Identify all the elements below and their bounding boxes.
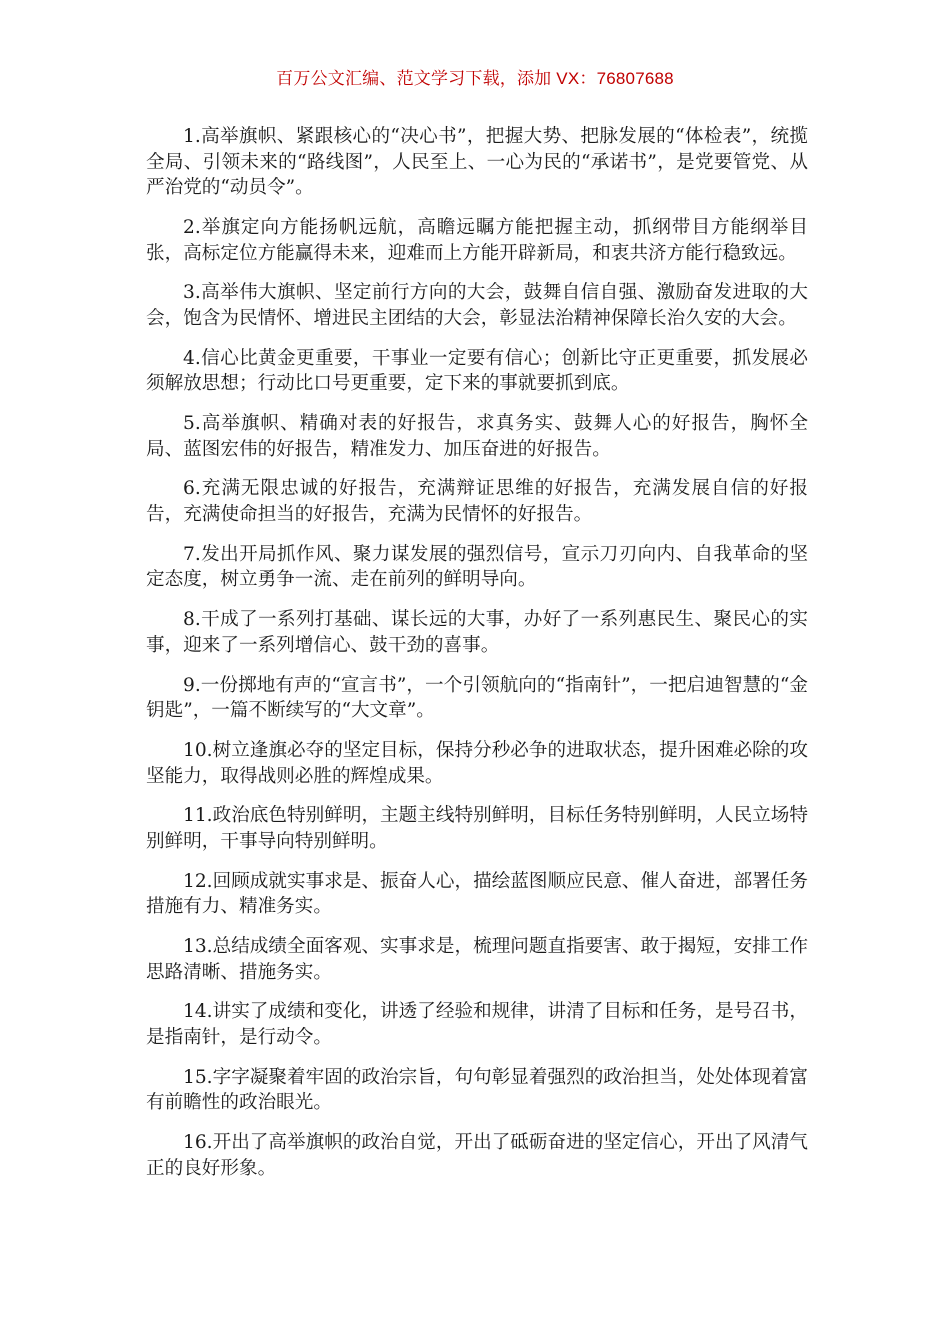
paragraph-1: 1.高举旗帜、紧跟核心的“决心书”，把握大势、把脉发展的“体检表”，统揽全局、引领未来的“路线图”，人民至上、一心为民的“承诺书”，是党要管党、从严治党的“动员令”。 [146,126,808,199]
paragraph-8: 8.干成了一系列打基础、谋长远的大事，办好了一系列惠民生、聚民心的实事，迎来了一系列增信心、鼓干劲的喜事。 [146,609,808,656]
paragraph-10: 10.树立逢旗必夺的坚定目标，保持分秒必争的进取状态，提升困难必除的攻坚能力，取得战则必胜的辉煌成果。 [146,739,808,787]
paragraph-4: 4.信心比黄金更重要，干事业一定要有信心；创新比守正更重要，抓发展必须解放思想；行动比口号更重要，定下来的事就要抓到底。 [146,347,808,395]
paragraph-5: 5.高举旗帜、精确对表的好报告，求真务实、鼓舞人心的好报告，胸怀全局、蓝图宏伟的好报告，精准发力、加压奋进的好报告。 [146,413,808,460]
paragraph-11: 11.政治底色特别鲜明，主题主线特别鲜明，目标任务特别鲜明，人民立场特别鲜明，干事导向特别鲜明。 [146,805,808,852]
paragraph-12: 12.回顾成就实事求是、振奋人心，描绘蓝图顺应民意、催人奋进，部署任务措施有力、精准务实。 [146,870,808,918]
paragraph-15: 15.字字凝聚着牢固的政治宗旨，句句彰显着强烈的政治担当，处处体现着富有前瞻性的政治眼光。 [146,1066,808,1114]
paragraph-16: 16.开出了高举旗帜的政治自觉，开出了砥砺奋进的坚定信心，开出了风清气正的良好形象。 [146,1132,808,1179]
paragraph-3: 3.高举伟大旗帜、坚定前行方向的大会，鼓舞自信自强、激励奋发进取的大会，饱含为民情怀、增进民主团结的大会，彰显法治精神保障长治久安的大会。 [146,282,808,329]
paragraph-6: 6.充满无限忠诚的好报告，充满辩证思维的好报告，充满发展自信的好报告，充满使命担当的好报告，充满为民情怀的好报告。 [146,478,808,526]
paragraph-14: 14.讲实了成绩和变化，讲透了经验和规律，讲清了目标和任务，是号召书，是指南针，是行动令。 [146,1001,808,1049]
document-body [146,124,808,1196]
paragraph-2: 2.举旗定向方能扬帆远航，高瞻远瞩方能把握主动，抓纲带目方能纲举目张，高标定位方能赢得未来，迎难而上方能开辟新局，和衷共济方能行稳致远。 [146,216,808,264]
paragraph-7: 7.发出开局抓作风、聚力谋发展的强烈信号，宣示刀刃向内、自我革命的坚定态度，树立勇争一流、走在前列的鲜明导向。 [146,543,808,591]
header-watermark: 百万公文汇编、范文学习下载，添加 VX：76807688 [276,69,674,88]
paragraph-13: 13.总结成绩全面客观、实事求是，梳理问题直指要害、敢于揭短，安排工作思路清晰、措施务实。 [146,936,808,983]
paragraph-9: 9.一份掷地有声的“宣言书”，一个引领航向的“指南针”，一把启迪智慧的“金钥匙”，一篇不断续写的“大文章”。 [146,674,808,722]
